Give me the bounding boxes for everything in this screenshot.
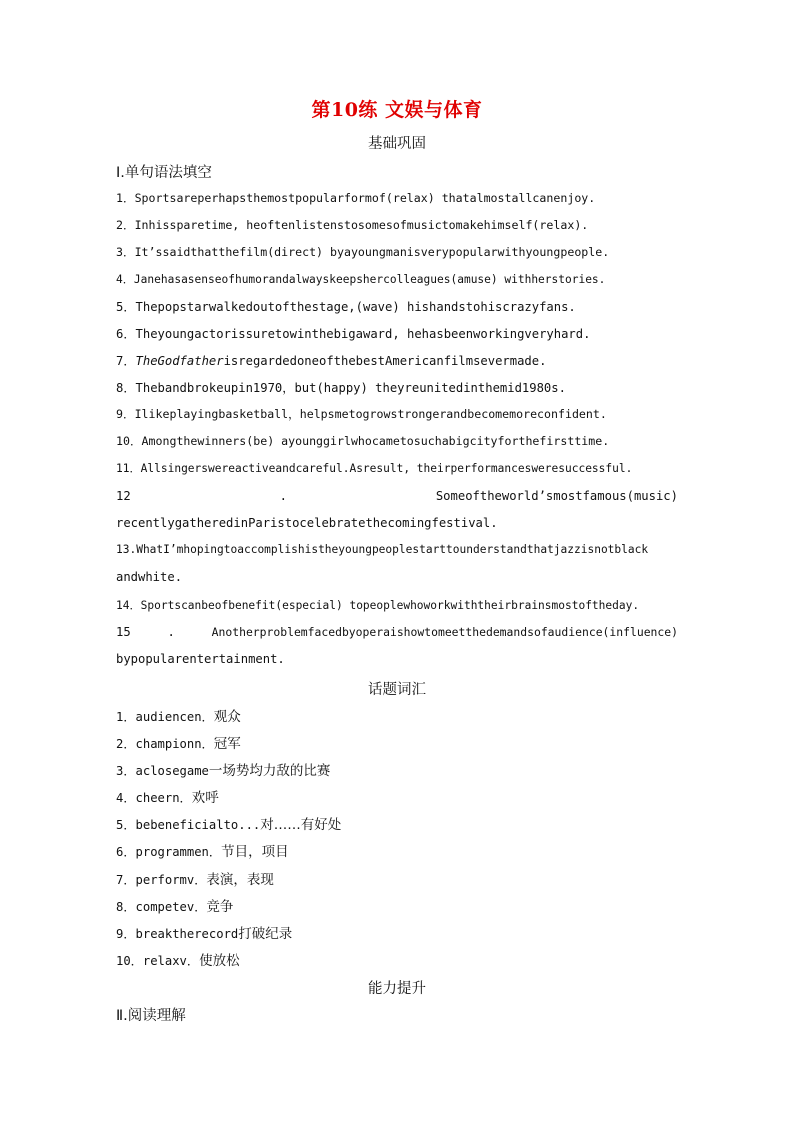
vocab-english: 1．audiencen． (116, 710, 214, 724)
grammar-question-5: 5．Thepopstarwalkedoutofthestage,(wave) hishandstohiscrazyfans. (116, 300, 576, 314)
question-text: isregardedoneofthebestAmericanfilmsevermade. (223, 354, 547, 368)
film-title: TheGodfather (135, 354, 224, 368)
grammar-question-9: 9．Ilikeplayingbasketball，helpsmetogrowstrongerandbecomemoreconfident. (116, 407, 607, 421)
grammar-question-11: 11．Allsingerswereactiveandcareful.Asresult, theirperformancesweresuccessful. (116, 462, 633, 475)
vocab-english: 10．relaxv． (116, 954, 200, 968)
question-number: 7． (116, 354, 136, 368)
grammar-question-6: 6．Theyoungactorissuretowinthebigaward, hehasbeenworkingveryhard. (116, 327, 591, 341)
question-number: 15 (116, 625, 131, 639)
section-basics: 基础巩固 (368, 136, 426, 152)
question-text: Anotherproblemfacedbyoperaishowtomeetthedemandsofaudience(influence) (211, 625, 678, 639)
vocab-item (116, 813, 341, 833)
vocab-chinese: 对……有好处 (260, 817, 342, 833)
vocab-item (116, 705, 241, 725)
grammar-question-10: 10．Amongthewinners(be) ayounggirlwhocametosuchabigcityforthefirsttime. (116, 434, 610, 448)
blank-dot: . (279, 489, 287, 503)
grammar-question-12 (116, 489, 678, 503)
vocab-chinese: 冠军 (213, 736, 241, 752)
vocab-item (116, 786, 219, 806)
vocab-item (116, 732, 241, 752)
grammar-question-7 (116, 352, 678, 369)
section-ability: 能力提升 (368, 981, 426, 997)
grammar-question-4: 4．Janehasasenseofhumorandalwayskeepshercolleagues(amuse) withherstories. (116, 273, 606, 286)
vocab-english: 3．aclosegame (116, 764, 209, 778)
vocab-item (116, 759, 330, 779)
vocab-english: 6．programmen． (116, 845, 222, 859)
vocab-chinese: 打破纪录 (238, 926, 293, 942)
question-number: 12 (116, 489, 131, 503)
vocab-item (116, 949, 240, 969)
vocab-chinese: 观众 (213, 709, 241, 725)
reading-heading: Ⅱ.阅读理解 (116, 1008, 186, 1024)
grammar-heading: Ⅰ.单句语法填空 (116, 165, 212, 181)
vocab-chinese: 节目，项目 (221, 844, 289, 860)
grammar-question-8: 8．Thebandbrokeupin1970，but(happy) theyreunitedinthemid1980s. (116, 381, 566, 395)
vocab-english: 4．cheern． (116, 791, 192, 805)
section-topic-vocab: 话题词汇 (368, 682, 426, 698)
vocab-english: 8．competev． (116, 900, 207, 914)
grammar-question-1: 1．Sportsareperhapsthemostpopularformof(relax) thatalmostallcanenjoy. (116, 191, 596, 205)
vocab-chinese: 表演，表现 (206, 872, 274, 888)
vocab-english: 5．bebeneficialto... (116, 818, 261, 832)
vocab-item (116, 895, 233, 915)
grammar-question-13-continued: andwhite. (116, 570, 183, 584)
grammar-question-12-continued: recentlygatheredinParistocelebratethecomingfestival. (116, 516, 498, 530)
grammar-question-15 (116, 625, 678, 639)
vocab-chinese: 欢呼 (191, 790, 219, 806)
vocab-item (116, 922, 292, 942)
vocab-chinese: 竞争 (206, 899, 234, 915)
grammar-question-14: 14．Sportscanbeofbenefit(especial) topeoplewhoworkwiththeirbrainsmostoftheday. (116, 599, 640, 612)
grammar-question-3: 3．It’ssaidthatthefilm(direct) byayoungmanisverypopularwithyoungpeople. (116, 245, 610, 259)
vocab-chinese: 一场势均力敌的比赛 (208, 763, 331, 779)
grammar-question-15-continued: bypopularentertainment. (116, 652, 285, 666)
question-text: Someoftheworld’smostfamous(music) (435, 489, 678, 503)
blank-dot: . (167, 625, 175, 639)
grammar-question-2: 2．Inhissparetime, heoftenlistenstosomesofmusictomakehimself(relax). (116, 218, 589, 232)
page-title: 第10练 文娱与体育 (311, 99, 483, 121)
vocab-chinese: 使放松 (199, 953, 240, 969)
vocab-item (116, 840, 289, 860)
grammar-question-13: 13.WhatI’mhopingtoaccomplishistheyoungpeoplestarttounderstandthatjazzisnotblack (116, 543, 649, 556)
vocab-english: 9．breaktherecord (116, 927, 239, 941)
vocab-english: 2．championn． (116, 737, 214, 751)
vocab-english: 7．performv． (116, 873, 207, 887)
vocab-item (116, 868, 274, 888)
